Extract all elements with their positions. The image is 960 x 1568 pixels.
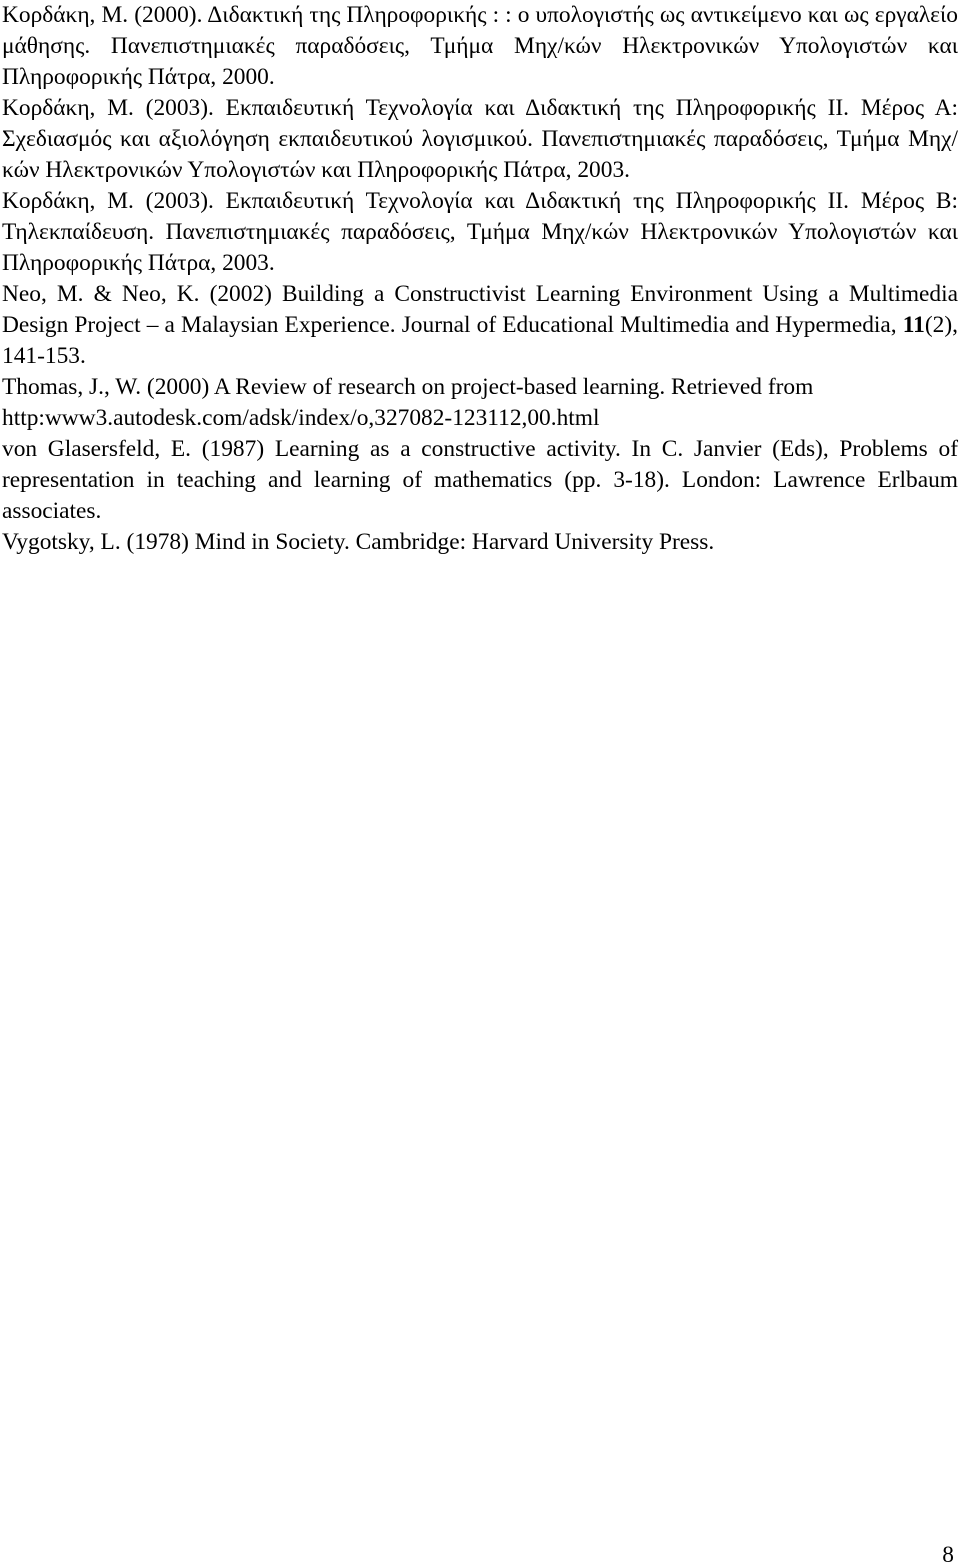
reference-entry-kordaki-2003-part-b: Κορδάκη, Μ. (2003). Εκπαιδευτική Τεχνολογία και Διδακτική της Πληροφορικής ΙΙ. Μέρος Β: Τηλεκπαίδευση. Πανεπιστημιακές παραδόσεις, Τμήμα Μηχ/κών Ηλεκτρονικών Υπολογιστών και Πληροφορικής Πάτρα, 2003. [2,188,958,276]
reference-entry-neo-2002 [2,279,958,372]
reference-list [2,0,958,558]
reference-text: Neo, M. & Neo, K. (2002) Building a Constructivist Learning Environment Using a Multimedia Design Project – a Malaysian Experience. Journal of Educational Multimedia and Hypermedia, [2,281,958,338]
reference-entry-kordaki-2003-part-a: Κορδάκη, Μ. (2003). Εκπαιδευτική Τεχνολογία και Διδακτική της Πληροφορικής ΙΙ. Μέρος Α: Σχεδιασμός και αξιολόγηση εκπαιδευτικού λογισμικού. Πανεπιστημιακές παραδόσεις, Τμήμα Μηχ/κών Ηλεκτρονικών Υπολογιστών και Πληροφορικής Πάτρα, 2003. [2,95,958,183]
reference-entry-von-glasersfeld-1987: von Glasersfeld, E. (1987) Learning as a constructive activity. In C. Janvier (Eds), Problems of representation in teaching and learning of mathematics (pp. 3-18). London: Lawrence Erlbaum associates. [2,436,958,524]
reference-entry-vygotsky-1978: Vygotsky, L. (1978) Mind in Society. Cambridge: Harvard University Press. [2,529,715,555]
reference-text: (2), 141-153. [2,312,958,369]
page-number: 8 [942,1542,954,1568]
reference-entry-thomas-2000: Thomas, J., W. (2000) A Review of research on project-based learning. Retrieved from http:www3.autodesk.com/adsk/index/o,327082-123112,00.html [2,374,814,431]
volume-number: 11 [902,312,925,338]
reference-entry-kordaki-2000: Κορδάκη, Μ. (2000). Διδακτική της Πληροφορικής : : ο υπολογιστής ως αντικείμενο και ως εργαλείο μάθησης. Πανεπιστημιακές παραδόσεις, Τμήμα Μηχ/κών Ηλεκτρονικών Υπολογιστών και Πληροφορικής Πάτρα, 2000. [2,2,958,90]
